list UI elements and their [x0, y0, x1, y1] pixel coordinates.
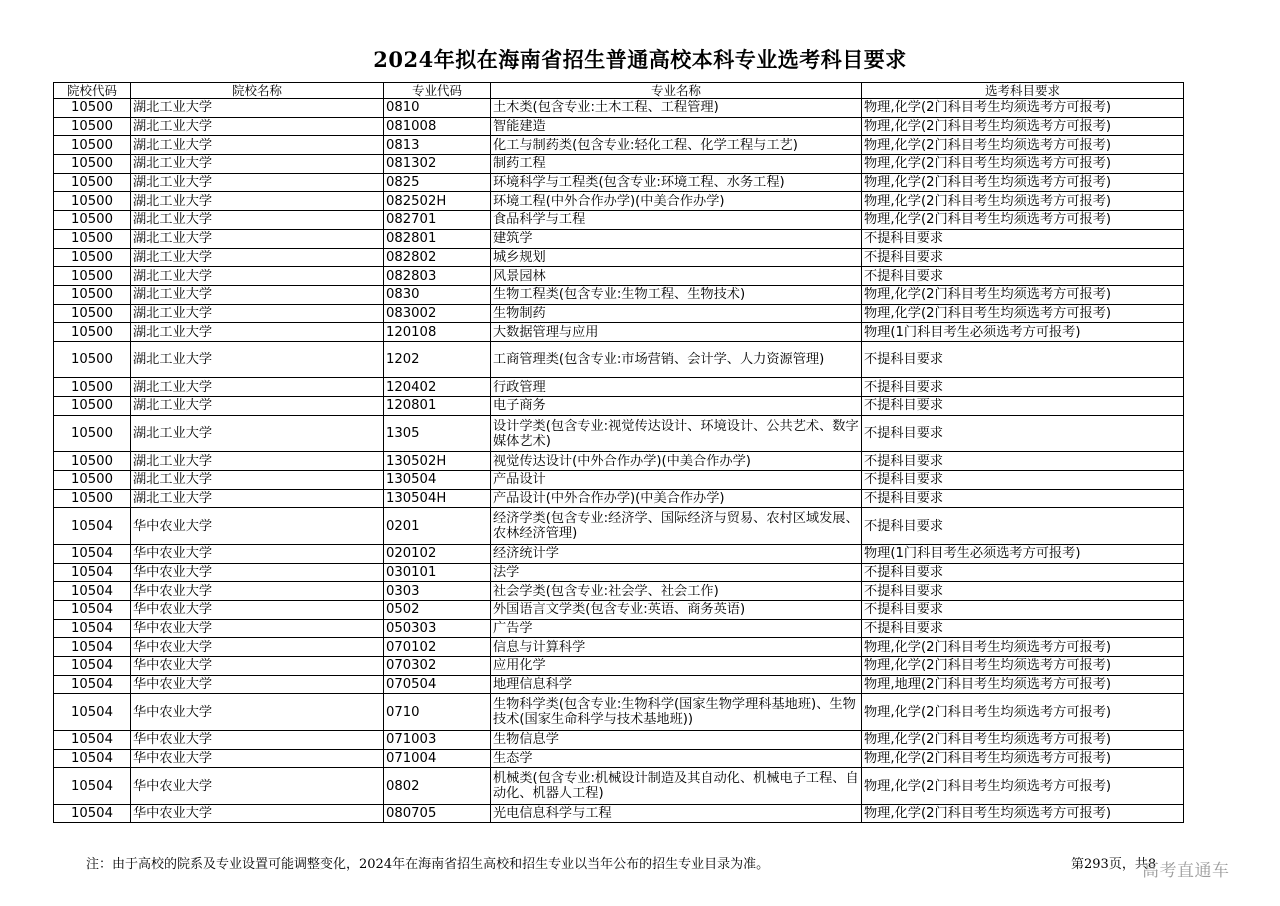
- table-row: [54, 99, 1184, 118]
- subject-requirement-cell: 物理,化学(2门科目考生均须选考方可报考): [862, 804, 1184, 823]
- major-code-cell: 082801: [384, 229, 491, 248]
- major-name-cell: 经济学类(包含专业:经济学、国际经济与贸易、农村区域发展、农林经济管理): [491, 508, 862, 545]
- school-code-cell: 10504: [54, 694, 131, 731]
- subject-requirement-cell: 物理,化学(2门科目考生均须选考方可报考): [862, 211, 1184, 230]
- school-name-cell: 华中农业大学: [131, 749, 384, 768]
- school-code-cell: 10500: [54, 117, 131, 136]
- school-name-cell: 湖北工业大学: [131, 471, 384, 490]
- subject-requirement-cell: 物理,化学(2门科目考生均须选考方可报考): [862, 638, 1184, 657]
- school-code-cell: 10500: [54, 471, 131, 490]
- school-name-cell: 湖北工业大学: [131, 173, 384, 192]
- table-row: [54, 304, 1184, 323]
- subject-requirement-cell: 物理,化学(2门科目考生均须选考方可报考): [862, 117, 1184, 136]
- major-code-cell: 070102: [384, 638, 491, 657]
- subject-requirement-cell: 物理,化学(2门科目考生均须选考方可报考): [862, 657, 1184, 676]
- major-name-cell: 电子商务: [491, 397, 862, 416]
- major-name-cell: 外国语言文学类(包含专业:英语、商务英语): [491, 600, 862, 619]
- major-code-cell: 082802: [384, 248, 491, 267]
- subject-requirement-cell: 不提科目要求: [862, 582, 1184, 601]
- major-name-cell: 信息与计算科学: [491, 638, 862, 657]
- major-name-cell: 经济统计学: [491, 544, 862, 563]
- table-row: [54, 563, 1184, 582]
- major-name-cell: 产品设计: [491, 471, 862, 490]
- major-code-cell: 030101: [384, 563, 491, 582]
- school-code-cell: 10504: [54, 638, 131, 657]
- school-name-cell: 华中农业大学: [131, 730, 384, 749]
- table-row: [54, 638, 1184, 657]
- subject-requirement-cell: 不提科目要求: [862, 471, 1184, 490]
- major-code-cell: 1202: [384, 341, 491, 378]
- subject-requirement-cell: 不提科目要求: [862, 600, 1184, 619]
- subject-requirement-cell: 物理,化学(2门科目考生均须选考方可报考): [862, 749, 1184, 768]
- school-code-cell: 10500: [54, 229, 131, 248]
- major-code-cell: 071004: [384, 749, 491, 768]
- school-name-cell: 湖北工业大学: [131, 378, 384, 397]
- major-name-cell: 化工与制药类(包含专业:轻化工程、化学工程与工艺): [491, 136, 862, 155]
- header-school-code: 院校代码: [54, 83, 131, 99]
- major-code-cell: 0303: [384, 582, 491, 601]
- header-major-code: 专业代码: [384, 83, 491, 99]
- major-code-cell: 130504H: [384, 489, 491, 508]
- school-code-cell: 10500: [54, 489, 131, 508]
- major-code-cell: 0830: [384, 285, 491, 304]
- major-name-cell: 工商管理类(包含专业:市场营销、会计学、人力资源管理): [491, 341, 862, 378]
- school-code-cell: 10504: [54, 768, 131, 805]
- table-row: [54, 694, 1184, 731]
- page-number: 第293页，共8: [1071, 857, 1157, 872]
- major-name-cell: 应用化学: [491, 657, 862, 676]
- table-header-row: [54, 83, 1184, 99]
- school-code-cell: 10500: [54, 136, 131, 155]
- school-name-cell: 湖北工业大学: [131, 341, 384, 378]
- school-code-cell: 10504: [54, 563, 131, 582]
- school-code-cell: 10504: [54, 675, 131, 694]
- table-row: [54, 378, 1184, 397]
- major-code-cell: 0825: [384, 173, 491, 192]
- school-name-cell: 华中农业大学: [131, 563, 384, 582]
- school-code-cell: 10500: [54, 397, 131, 416]
- school-name-cell: 华中农业大学: [131, 638, 384, 657]
- school-code-cell: 10504: [54, 619, 131, 638]
- table-row: [54, 600, 1184, 619]
- table-row: [54, 117, 1184, 136]
- table-row: [54, 248, 1184, 267]
- major-name-cell: 光电信息科学与工程: [491, 804, 862, 823]
- table-row: [54, 341, 1184, 378]
- school-code-cell: 10504: [54, 804, 131, 823]
- school-name-cell: 湖北工业大学: [131, 248, 384, 267]
- major-name-cell: 产品设计(中外合作办学)(中美合作办学): [491, 489, 862, 508]
- major-code-cell: 080705: [384, 804, 491, 823]
- school-code-cell: 10500: [54, 99, 131, 118]
- school-code-cell: 10500: [54, 285, 131, 304]
- table-row: [54, 804, 1184, 823]
- table-row: [54, 136, 1184, 155]
- school-name-cell: 华中农业大学: [131, 657, 384, 676]
- footer-note: 注：由于高校的院系及专业设置可能调整变化，2024年在海南省招生高校和招生专业以当年公布的招生专业目录为准。: [86, 857, 770, 872]
- major-name-cell: 生物工程类(包含专业:生物工程、生物技术): [491, 285, 862, 304]
- school-code-cell: 10504: [54, 544, 131, 563]
- school-name-cell: 华中农业大学: [131, 768, 384, 805]
- major-name-cell: 视觉传达设计(中外合作办学)(中美合作办学): [491, 452, 862, 471]
- major-code-cell: 081008: [384, 117, 491, 136]
- table-row: [54, 675, 1184, 694]
- header-school-name: 院校名称: [131, 83, 384, 99]
- school-code-cell: 10504: [54, 657, 131, 676]
- table-row: [54, 267, 1184, 286]
- school-name-cell: 湖北工业大学: [131, 285, 384, 304]
- subject-requirement-cell: 物理,化学(2门科目考生均须选考方可报考): [862, 285, 1184, 304]
- major-name-cell: 环境科学与工程类(包含专业:环境工程、水务工程): [491, 173, 862, 192]
- major-name-cell: 生物制药: [491, 304, 862, 323]
- school-code-cell: 10500: [54, 192, 131, 211]
- subject-requirement-cell: 不提科目要求: [862, 378, 1184, 397]
- school-name-cell: 华中农业大学: [131, 582, 384, 601]
- school-name-cell: 华中农业大学: [131, 804, 384, 823]
- major-code-cell: 0813: [384, 136, 491, 155]
- table-row: [54, 173, 1184, 192]
- school-name-cell: 湖北工业大学: [131, 211, 384, 230]
- table-row: [54, 619, 1184, 638]
- major-code-cell: 1305: [384, 415, 491, 452]
- major-code-cell: 130502H: [384, 452, 491, 471]
- major-name-cell: 行政管理: [491, 378, 862, 397]
- school-name-cell: 湖北工业大学: [131, 99, 384, 118]
- major-code-cell: 070504: [384, 675, 491, 694]
- major-code-cell: 081302: [384, 155, 491, 174]
- table-row: [54, 229, 1184, 248]
- school-name-cell: 湖北工业大学: [131, 267, 384, 286]
- school-name-cell: 华中农业大学: [131, 694, 384, 731]
- school-name-cell: 湖北工业大学: [131, 415, 384, 452]
- major-code-cell: 120402: [384, 378, 491, 397]
- major-name-cell: 食品科学与工程: [491, 211, 862, 230]
- major-name-cell: 法学: [491, 563, 862, 582]
- subject-requirement-cell: 不提科目要求: [862, 341, 1184, 378]
- table-row: [54, 323, 1184, 342]
- table-body: [54, 99, 1184, 823]
- major-name-cell: 风景园林: [491, 267, 862, 286]
- school-name-cell: 湖北工业大学: [131, 155, 384, 174]
- page-title: 2024年拟在海南省招生普通高校本科专业选考科目要求: [373, 47, 907, 72]
- table-row: [54, 211, 1184, 230]
- table-row: [54, 415, 1184, 452]
- major-name-cell: 机械类(包含专业:机械设计制造及其自动化、机械电子工程、自动化、机器人工程): [491, 768, 862, 805]
- subject-requirement-cell: 不提科目要求: [862, 267, 1184, 286]
- subject-requirement-cell: 不提科目要求: [862, 489, 1184, 508]
- school-code-cell: 10500: [54, 267, 131, 286]
- table-row: [54, 489, 1184, 508]
- school-code-cell: 10500: [54, 211, 131, 230]
- major-name-cell: 设计学类(包含专业:视觉传达设计、环境设计、公共艺术、数字媒体艺术): [491, 415, 862, 452]
- major-name-cell: 城乡规划: [491, 248, 862, 267]
- school-code-cell: 10500: [54, 304, 131, 323]
- school-code-cell: 10500: [54, 173, 131, 192]
- subject-requirement-cell: 物理,化学(2门科目考生均须选考方可报考): [862, 192, 1184, 211]
- table-row: [54, 544, 1184, 563]
- school-name-cell: 湖北工业大学: [131, 304, 384, 323]
- major-name-cell: 土木类(包含专业:土木工程、工程管理): [491, 99, 862, 118]
- school-code-cell: 10500: [54, 323, 131, 342]
- subject-requirement-cell: 不提科目要求: [862, 397, 1184, 416]
- major-name-cell: 社会学类(包含专业:社会学、社会工作): [491, 582, 862, 601]
- major-code-cell: 0802: [384, 768, 491, 805]
- subject-requirement-cell: 物理,化学(2门科目考生均须选考方可报考): [862, 768, 1184, 805]
- subject-requirement-cell: 物理(1门科目考生必须选考方可报考): [862, 323, 1184, 342]
- major-name-cell: 广告学: [491, 619, 862, 638]
- major-code-cell: 082701: [384, 211, 491, 230]
- table-row: [54, 508, 1184, 545]
- major-name-cell: 生物信息学: [491, 730, 862, 749]
- table-row: [54, 471, 1184, 490]
- subject-requirement-cell: 物理,化学(2门科目考生均须选考方可报考): [862, 694, 1184, 731]
- subject-requirement-cell: 物理,化学(2门科目考生均须选考方可报考): [862, 155, 1184, 174]
- major-code-cell: 082803: [384, 267, 491, 286]
- school-name-cell: 湖北工业大学: [131, 323, 384, 342]
- table-row: [54, 749, 1184, 768]
- school-name-cell: 湖北工业大学: [131, 397, 384, 416]
- subject-requirement-cell: 不提科目要求: [862, 229, 1184, 248]
- major-code-cell: 120801: [384, 397, 491, 416]
- major-code-cell: 0810: [384, 99, 491, 118]
- major-name-cell: 建筑学: [491, 229, 862, 248]
- major-code-cell: 050303: [384, 619, 491, 638]
- school-name-cell: 湖北工业大学: [131, 117, 384, 136]
- subject-requirement-cell: 不提科目要求: [862, 415, 1184, 452]
- school-name-cell: 华中农业大学: [131, 600, 384, 619]
- header-subject-requirement: 选考科目要求: [862, 83, 1184, 99]
- school-name-cell: 华中农业大学: [131, 544, 384, 563]
- subject-requirement-cell: 物理,化学(2门科目考生均须选考方可报考): [862, 730, 1184, 749]
- requirements-table: [53, 82, 1184, 823]
- school-code-cell: 10500: [54, 155, 131, 174]
- table-row: [54, 768, 1184, 805]
- major-code-cell: 082502H: [384, 192, 491, 211]
- subject-requirement-cell: 不提科目要求: [862, 619, 1184, 638]
- table-row: [54, 730, 1184, 749]
- major-code-cell: 070302: [384, 657, 491, 676]
- school-name-cell: 湖北工业大学: [131, 192, 384, 211]
- school-code-cell: 10504: [54, 582, 131, 601]
- subject-requirement-cell: 不提科目要求: [862, 452, 1184, 471]
- major-name-cell: 生物科学类(包含专业:生物科学(国家生物学理科基地班)、生物技术(国家生命科学与技术基地班)): [491, 694, 862, 731]
- school-name-cell: 湖北工业大学: [131, 452, 384, 471]
- major-code-cell: 0502: [384, 600, 491, 619]
- major-name-cell: 智能建造: [491, 117, 862, 136]
- table-row: [54, 582, 1184, 601]
- major-code-cell: 0201: [384, 508, 491, 545]
- subject-requirement-cell: 不提科目要求: [862, 563, 1184, 582]
- school-code-cell: 10504: [54, 508, 131, 545]
- school-name-cell: 湖北工业大学: [131, 229, 384, 248]
- school-code-cell: 10500: [54, 415, 131, 452]
- subject-requirement-cell: 物理,地理(2门科目考生均须选考方可报考): [862, 675, 1184, 694]
- school-code-cell: 10504: [54, 749, 131, 768]
- watermark: 高考直通车: [1142, 861, 1230, 881]
- subject-requirement-cell: 不提科目要求: [862, 508, 1184, 545]
- school-code-cell: 10500: [54, 248, 131, 267]
- school-code-cell: 10504: [54, 730, 131, 749]
- major-name-cell: 大数据管理与应用: [491, 323, 862, 342]
- major-code-cell: 083002: [384, 304, 491, 323]
- table-row: [54, 657, 1184, 676]
- major-code-cell: 020102: [384, 544, 491, 563]
- major-name-cell: 地理信息科学: [491, 675, 862, 694]
- school-code-cell: 10500: [54, 378, 131, 397]
- header-major-name: 专业名称: [491, 83, 862, 99]
- subject-requirement-cell: 物理,化学(2门科目考生均须选考方可报考): [862, 136, 1184, 155]
- major-name-cell: 生态学: [491, 749, 862, 768]
- major-code-cell: 120108: [384, 323, 491, 342]
- table-row: [54, 397, 1184, 416]
- school-name-cell: 华中农业大学: [131, 508, 384, 545]
- school-name-cell: 湖北工业大学: [131, 136, 384, 155]
- school-name-cell: 湖北工业大学: [131, 489, 384, 508]
- table-row: [54, 192, 1184, 211]
- table-row: [54, 452, 1184, 471]
- major-code-cell: 071003: [384, 730, 491, 749]
- major-code-cell: 0710: [384, 694, 491, 731]
- school-code-cell: 10500: [54, 452, 131, 471]
- subject-requirement-cell: 物理,化学(2门科目考生均须选考方可报考): [862, 304, 1184, 323]
- table-row: [54, 285, 1184, 304]
- table-row: [54, 155, 1184, 174]
- school-name-cell: 华中农业大学: [131, 619, 384, 638]
- subject-requirement-cell: 物理,化学(2门科目考生均须选考方可报考): [862, 99, 1184, 118]
- major-code-cell: 130504: [384, 471, 491, 490]
- school-code-cell: 10500: [54, 341, 131, 378]
- school-name-cell: 华中农业大学: [131, 675, 384, 694]
- major-name-cell: 环境工程(中外合作办学)(中美合作办学): [491, 192, 862, 211]
- subject-requirement-cell: 物理,化学(2门科目考生均须选考方可报考): [862, 173, 1184, 192]
- school-code-cell: 10504: [54, 600, 131, 619]
- subject-requirement-cell: 物理(1门科目考生必须选考方可报考): [862, 544, 1184, 563]
- major-name-cell: 制药工程: [491, 155, 862, 174]
- subject-requirement-cell: 不提科目要求: [862, 248, 1184, 267]
